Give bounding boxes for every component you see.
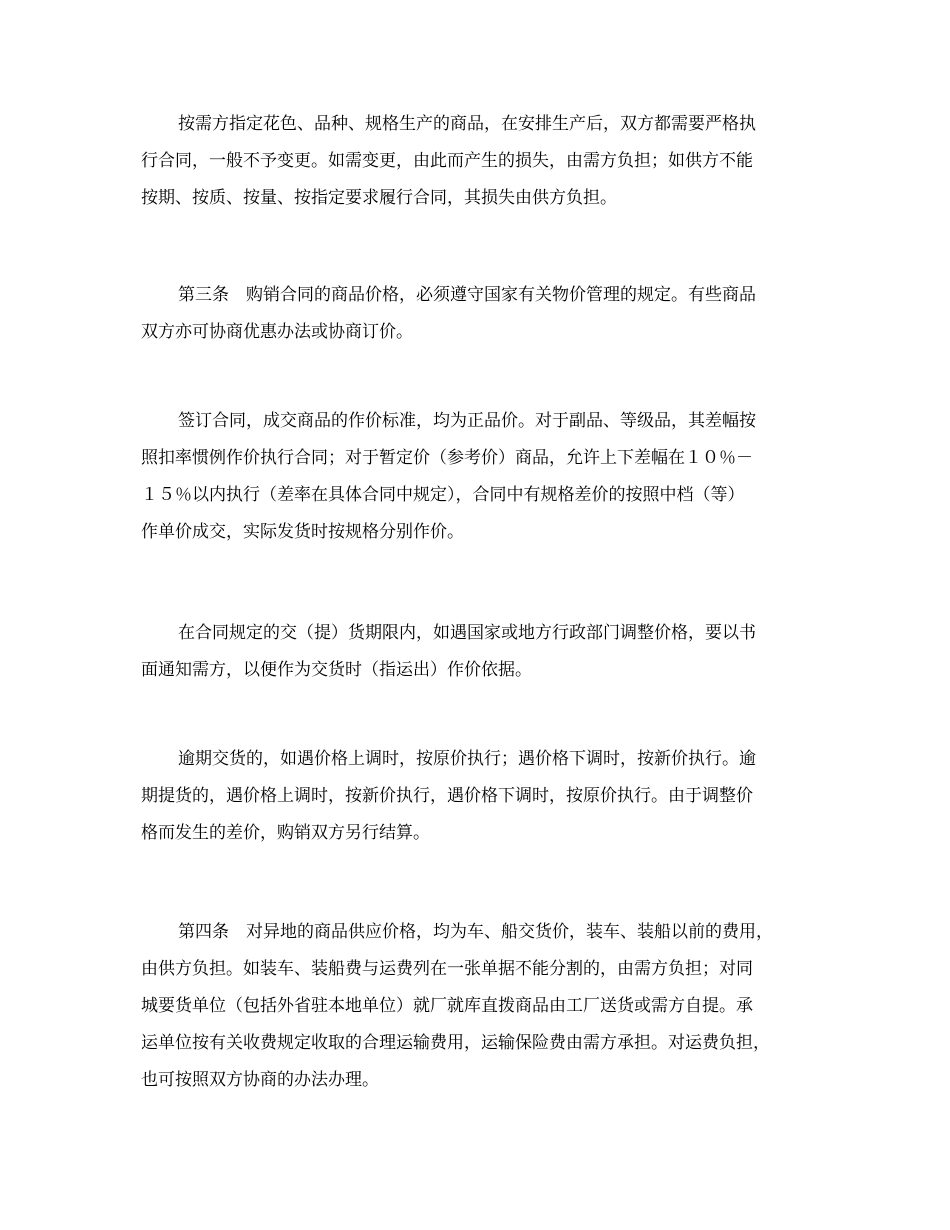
paragraph (141, 615, 756, 689)
text-line: 签订合同，成交商品的作价标准，均为正品价。对于副品、等级品，其差幅按 (178, 411, 756, 431)
text-line: 期提货的，遇价格上调时，按新价执行，遇价格下调时，按原价执行。由于调整价 (141, 786, 753, 806)
text-line: 作单价成交，实际发货时按规格分别作价。 (141, 522, 464, 542)
text-line: 双方亦可协商优惠办法或协商订价。 (141, 322, 413, 342)
text-line: 按期、按质、按量、按指定要求履行合同，其损失由供方负担。 (141, 188, 617, 208)
text-line: 由供方负担。如装车、装船费与运费列在一张单据不能分割的，由需方负担；对同 (141, 959, 753, 979)
text-line: 在合同规定的交（提）货期限内，如遇国家或地方行政部门调整价格，要以书 (178, 623, 756, 643)
text-line: 也可按照双方协商的办法办理。 (141, 1070, 379, 1090)
text-line: 按需方指定花色、品种、规格生产的商品，在安排生产后，双方都需要严格执 (178, 114, 756, 134)
text-line: 运单位按有关收费规定收取的合理运输费用，运输保险费由需方承担。对运费负担， (141, 1033, 770, 1053)
text-line: １５％以内执行（差率在具体合同中规定），合同中有规格差价的按照中档（等） (141, 485, 745, 505)
paragraph (141, 741, 756, 852)
text-line: 照扣率惯例作价执行合同；对于暂定价（参考价）商品，允许上下差幅在１０％－ (141, 448, 753, 468)
text-line: 面通知需方，以便作为交货时（指运出）作价依据。 (141, 660, 532, 680)
paragraph (141, 277, 756, 351)
text-line: 逾期交货的，如遇价格上调时，按原价执行；遇价格下调时，按新价执行。逾 (178, 749, 756, 769)
text-line: 第四条 对异地的商品供应价格，均为车、船交货价，装车、装船以前的费用， (178, 922, 773, 942)
text-line: 第三条 购销合同的商品价格，必须遵守国家有关物价管理的规定。有些商品 (178, 285, 756, 305)
paragraph (141, 403, 756, 551)
text-line: 格而发生的差价，购销双方另行结算。 (141, 823, 430, 843)
text-line: 行合同，一般不予变更。如需变更，由此而产生的损失，由需方负担；如供方不能 (141, 151, 753, 171)
text-line: 城要货单位（包括外省驻本地单位）就厂就库直拨商品由工厂送货或需方自提。承 (141, 996, 753, 1016)
paragraph (141, 914, 773, 1099)
paragraph (141, 106, 756, 217)
